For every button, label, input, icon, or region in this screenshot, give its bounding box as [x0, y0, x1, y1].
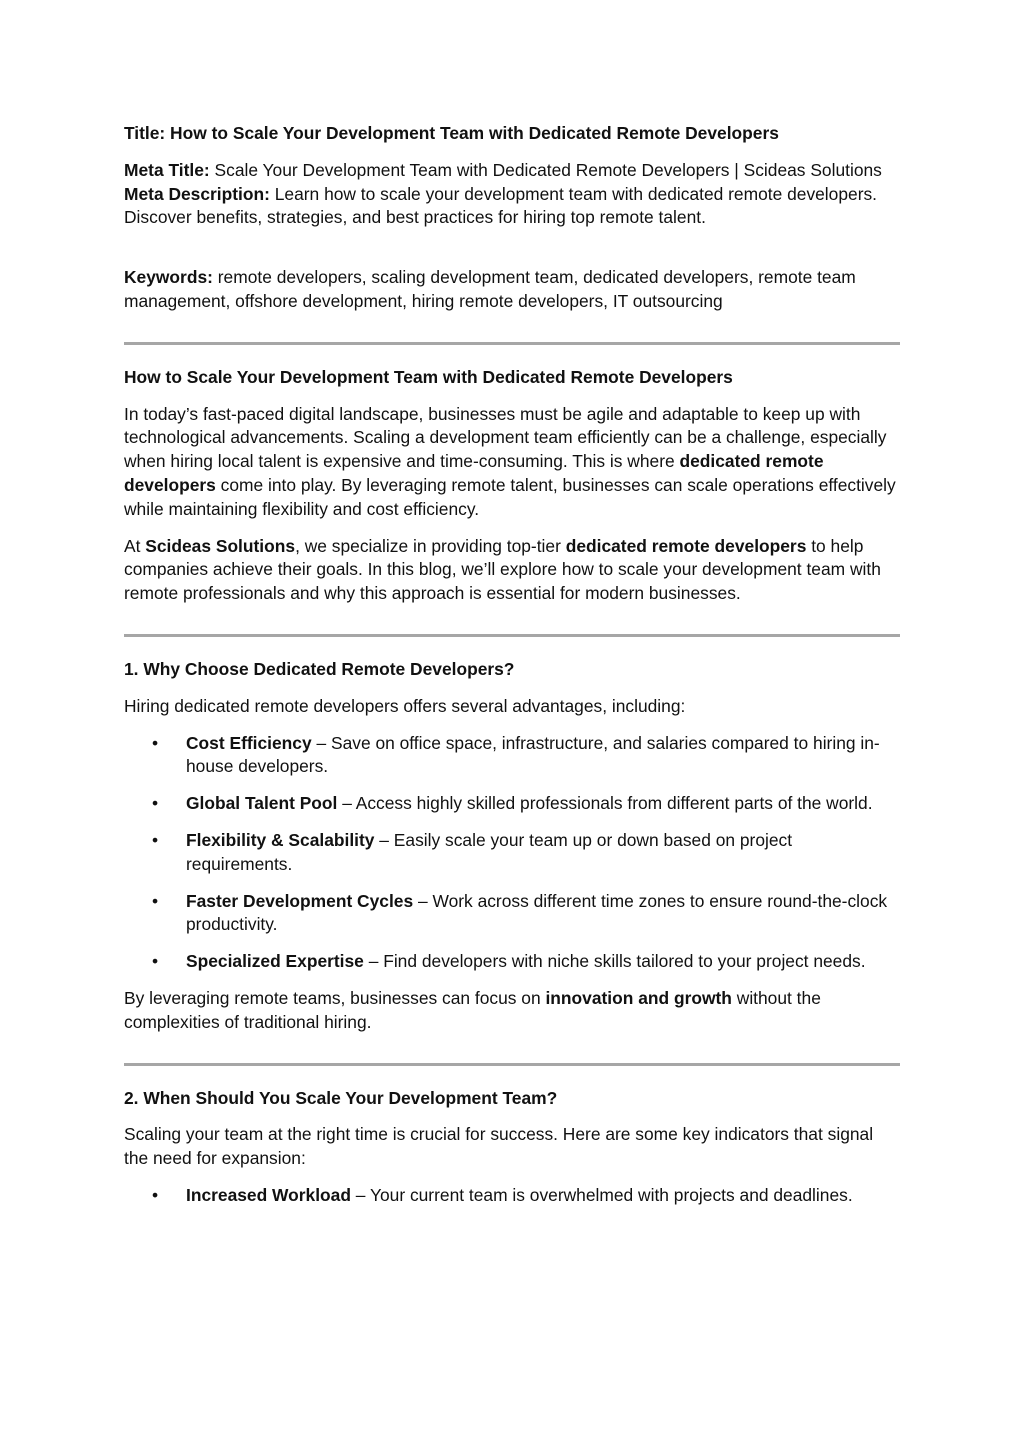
section2-list — [124, 1184, 900, 1208]
section2-heading: 2. When Should You Scale Your Development Team? — [124, 1087, 558, 1108]
section1-closing-bold: innovation and growth — [545, 987, 732, 1008]
list-item — [124, 950, 900, 974]
section2-lead: Scaling your team at the right time is crucial for success. Here are some key indicators that signal the need for expansion: — [124, 1124, 874, 1169]
keywords-label: Keywords: — [124, 267, 213, 288]
bullet-icon: • — [152, 951, 159, 972]
intro-p2-text-mid: , we specialize in providing top-tier — [295, 535, 566, 556]
intro-p2-company: Scideas Solutions — [145, 535, 296, 556]
section1-closing-text-end: without the complexities of traditional hiring. — [124, 987, 821, 1032]
list-item-desc: – Work across different time zones to ensure round-the-clock productivity. — [186, 890, 888, 935]
meta-title-text: Scale Your Development Team with Dedicated Remote Developers | Scideas Solutions — [209, 159, 882, 180]
divider — [124, 634, 900, 637]
meta-description-text: Learn how to scale your development team with dedicated remote developers. Discover benefits, strategies, and best practices for hiring top remote talent. — [124, 183, 878, 228]
divider — [124, 1063, 900, 1066]
intro-p1-bold: dedicated remote developers — [124, 451, 824, 495]
list-item-desc: – Save on office space, infrastructure, and salaries compared to hiring in-house developers. — [186, 732, 880, 777]
list-item — [124, 732, 900, 780]
keywords — [124, 266, 900, 314]
intro-paragraph-2 — [124, 535, 900, 606]
meta-description — [124, 183, 900, 231]
section1-heading: 1. Why Choose Dedicated Remote Developers? — [124, 658, 515, 679]
list-item-desc: – Your current team is overwhelmed with projects and deadlines. — [350, 1184, 853, 1205]
bullet-icon: • — [152, 1184, 159, 1205]
section1-closing-text: By leveraging remote teams, businesses can focus on — [124, 987, 546, 1008]
list-item-desc: – Find developers with niche skills tailored to your project needs. — [363, 951, 866, 972]
list-item — [124, 829, 900, 877]
section1-closing — [124, 987, 900, 1035]
list-item — [124, 890, 900, 938]
meta-description-label: Meta Description: — [124, 183, 270, 204]
document-content — [124, 122, 900, 1221]
section1-list — [124, 732, 900, 974]
document-title: Title: How to Scale Your Development Team with Dedicated Remote Developers — [124, 123, 779, 143]
bullet-icon: • — [152, 793, 159, 814]
list-item-desc: – Easily scale your team up or down based on project requirements. — [186, 829, 793, 874]
intro-p2-text-end: to help companies achieve their goals. In this blog, we’ll explore how to scale your development team with remote professionals and why this approach is essential for modern businesses. — [124, 535, 881, 604]
list-item-term: Specialized Expertise — [186, 951, 364, 972]
bullet-icon: • — [152, 890, 159, 911]
list-item-term: Increased Workload — [186, 1184, 351, 1205]
list-item-term: Flexibility & Scalability — [186, 829, 375, 850]
intro-heading: How to Scale Your Development Team with Dedicated Remote Developers — [124, 366, 733, 387]
meta-title-label: Meta Title: — [124, 159, 210, 180]
list-item — [124, 792, 900, 816]
list-item-desc: – Access highly skilled professionals from different parts of the world. — [337, 793, 873, 814]
intro-p2-bold: dedicated remote developers — [565, 535, 807, 556]
intro-p1-text-end: come into play. By leveraging remote talent, businesses can scale operations effectively while maintaining flexibility and cost efficiency. — [124, 474, 896, 519]
keywords-text: remote developers, scaling development team, dedicated developers, remote team management, offshore development, hiring remote developers, IT outsourcing — [124, 267, 856, 311]
list-item-term: Faster Development Cycles — [186, 890, 414, 911]
list-item — [124, 1184, 900, 1208]
section1-lead: Hiring dedicated remote developers offers several advantages, including: — [124, 695, 686, 716]
bullet-icon: • — [152, 829, 159, 850]
list-item-term: Cost Efficiency — [186, 732, 312, 753]
bullet-icon: • — [152, 732, 159, 753]
meta-title — [124, 159, 900, 183]
divider — [124, 342, 900, 345]
intro-p1-text: In today’s fast-paced digital landscape, businesses must be agile and adaptable to keep up with technological advancements. Scaling a development team efficiently can be a challenge, especially when hiring local talent is expensive and time-consuming. This is where — [124, 403, 887, 472]
intro-p2-text: At — [124, 535, 146, 556]
list-item-term: Global Talent Pool — [186, 793, 338, 814]
intro-paragraph-1 — [124, 403, 900, 522]
